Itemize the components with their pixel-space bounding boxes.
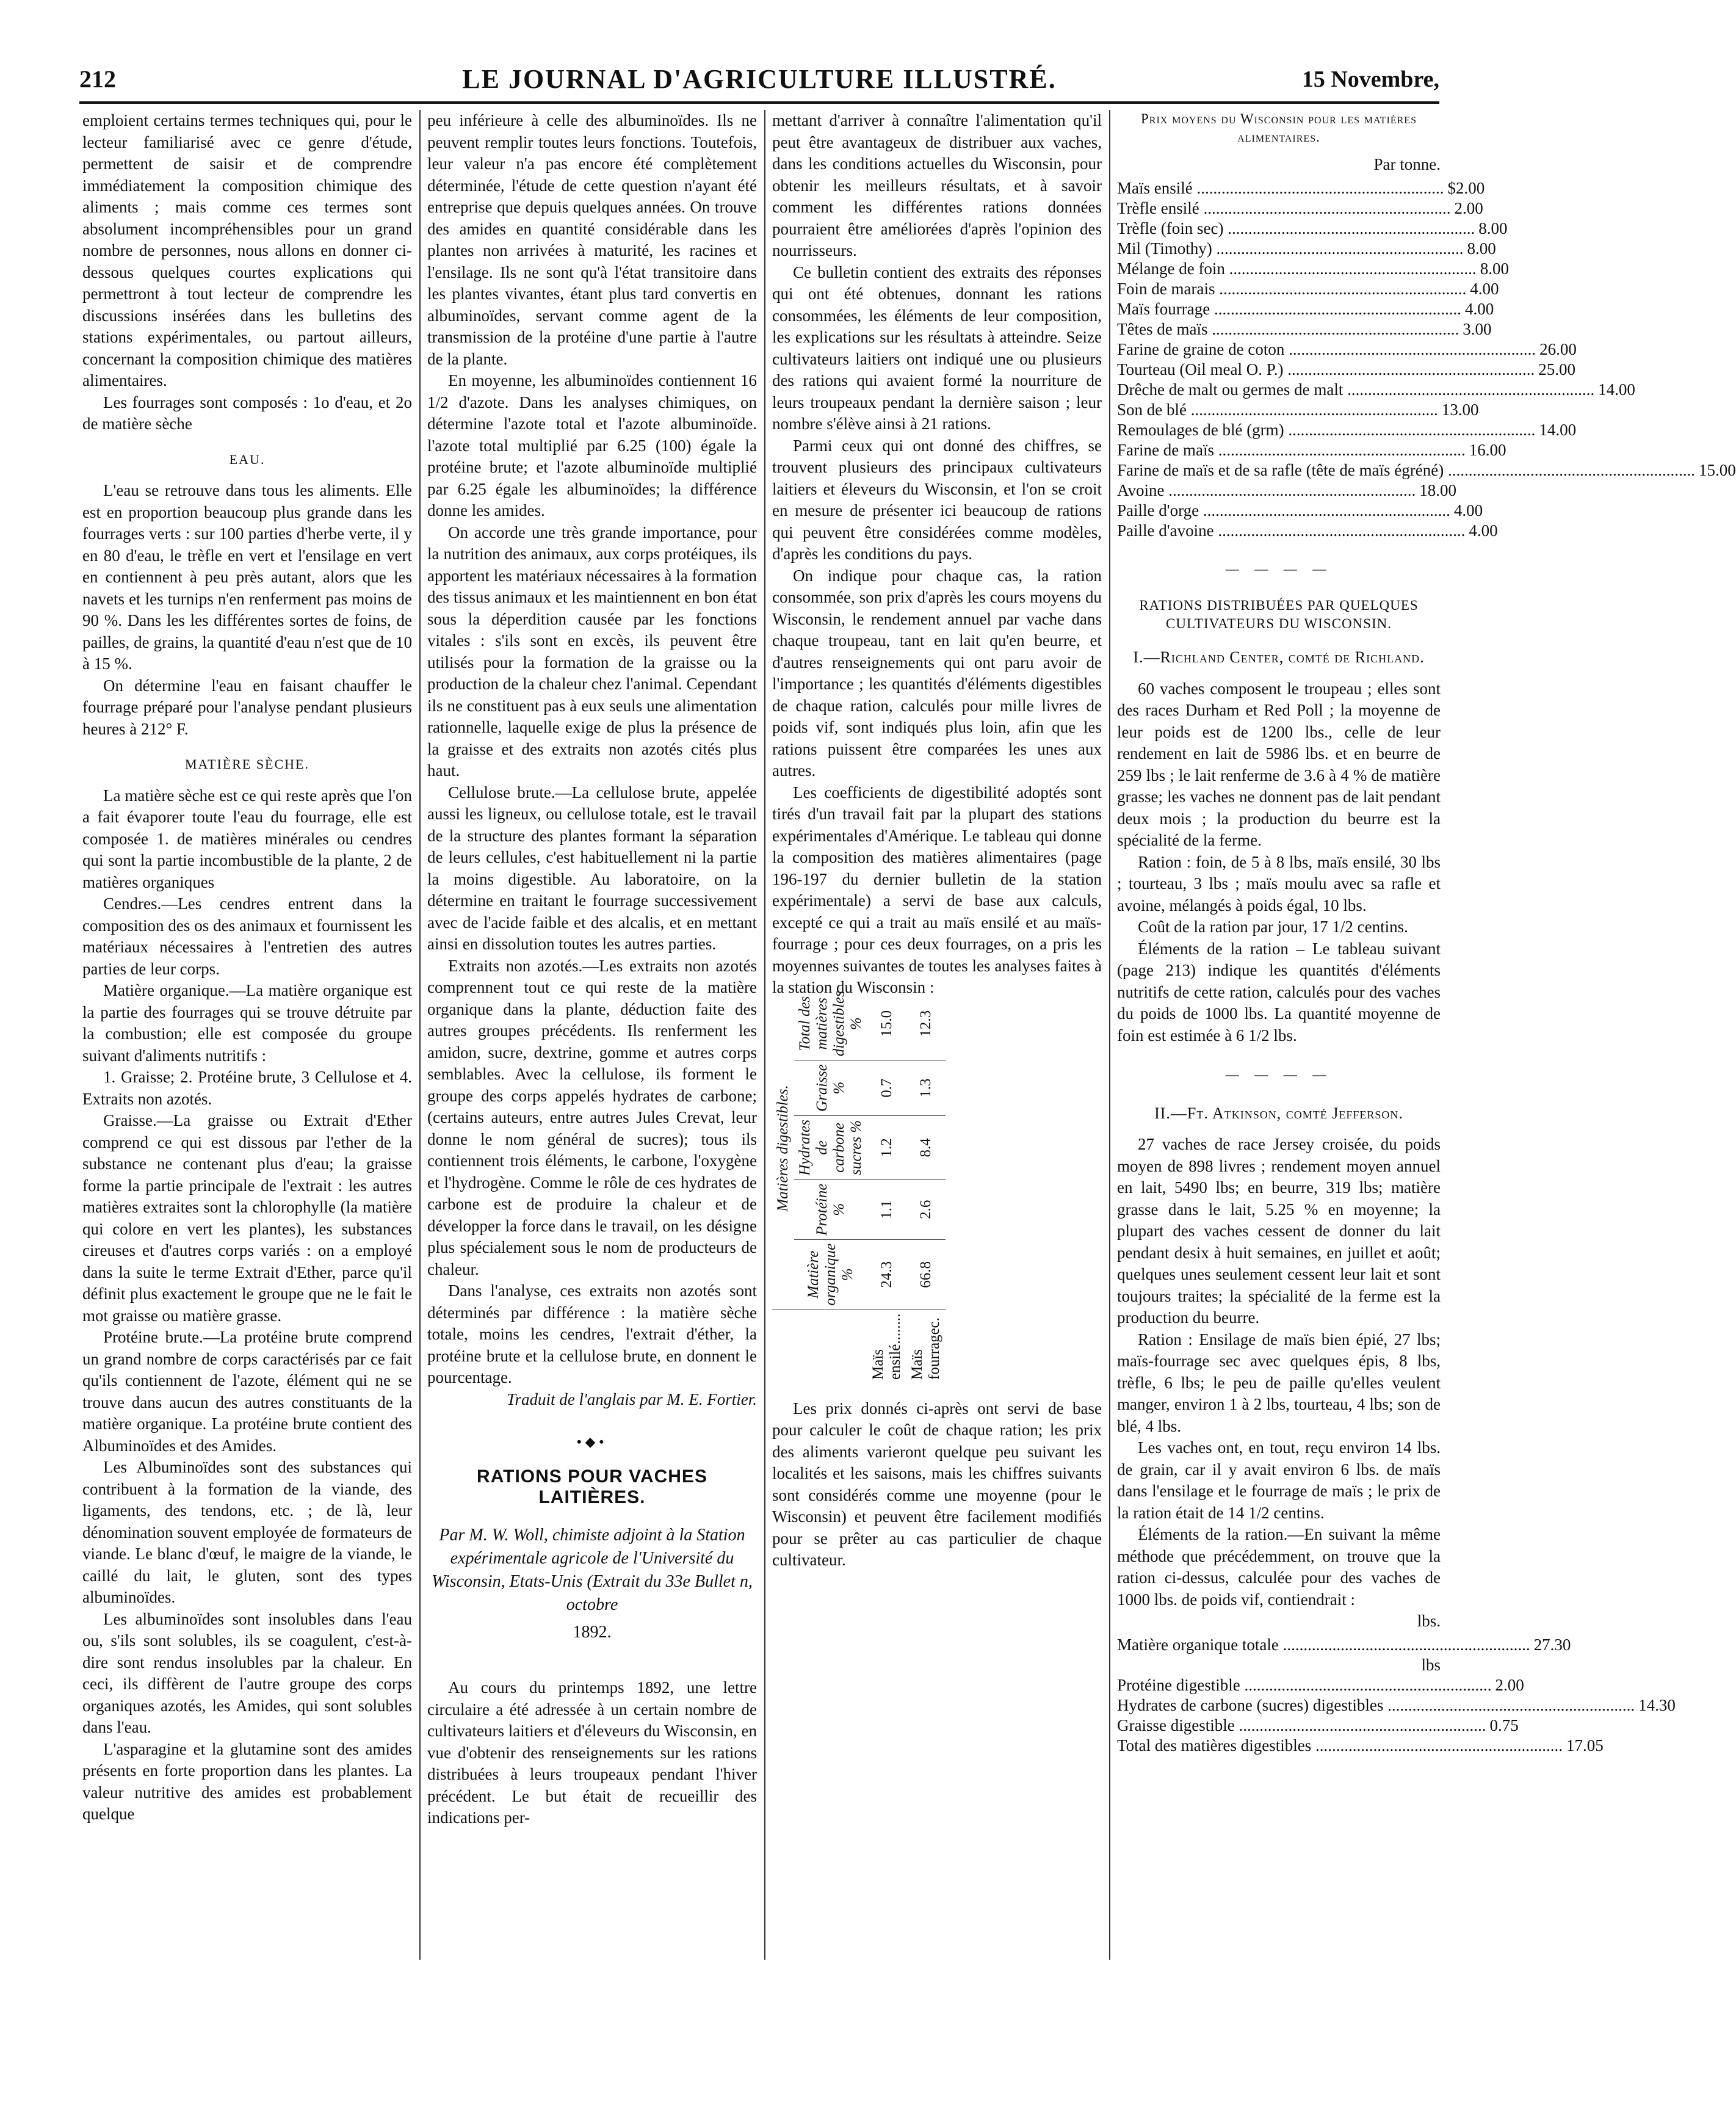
price-row — [1117, 420, 1577, 440]
table-header-cell — [794, 1310, 867, 1383]
column-divider — [419, 110, 421, 1960]
price-label: Trèfle ensilé ............................................................ — [1117, 198, 1451, 217]
table-cell: 2.6 — [906, 1179, 946, 1239]
section-heading: EAU. — [229, 451, 266, 467]
element-label: Protéine digestible ............................................................ — [1117, 1675, 1492, 1694]
farm-heading: I.—Richland Center, comté de Richland. — [1133, 648, 1425, 666]
price-value: 13.00 — [1441, 400, 1479, 419]
price-label: Avoine ............................................................ — [1117, 480, 1416, 499]
price-label: Son de blé ............................................................ — [1117, 400, 1438, 419]
rations-heading: RATIONS DISTRIBUÉES PAR QUELQUES CULTIVATEURS DU WISCONSIN. — [1139, 598, 1419, 631]
table-cell: Maïs ensilé........ — [870, 1313, 903, 1380]
table-cell: 1.3 — [906, 1060, 946, 1115]
table-cell: 1.2 — [867, 1115, 906, 1179]
table-cell: 0.7 — [867, 1060, 906, 1115]
price-row — [1117, 380, 1635, 400]
price-label: Farine de maïs ............................................................ — [1117, 440, 1466, 459]
page-number: 212 — [79, 65, 116, 93]
price-value: 4.00 — [1453, 501, 1483, 520]
header-rule — [79, 101, 1439, 104]
paragraph: Graisse.—La graisse ou Extrait d'Ether comprend ce qui est dissous par l'ether de la substance ne contenant plus d'eau; la graisse forme la partie principale de l'extrait : les autres matières extraites sont la chlorophylle (la matière qui colore en vert les plantes), les substances cireuses et d'autres corps variés : on a employé dans la suite le terme Extrait d'Ether, parce qu'il définit plus exactement le groupe que ne le fait le mot graisse ou matière grasse. — [82, 1111, 412, 1325]
element-row — [1117, 1655, 1441, 1675]
table-group-header: Matières digestibles. — [772, 987, 794, 1310]
paragraph: Ration : foin, de 5 à 8 lbs, maïs ensilé, 30 lbs ; tourteau, 3 lbs ; maïs moulu avec sa rafle et avoine, mélangés à poids égal, 10 lbs. — [1117, 852, 1441, 915]
element-value: 2.00 — [1495, 1675, 1524, 1694]
price-value: 16.00 — [1469, 440, 1506, 459]
element-row — [1117, 1716, 1519, 1736]
price-value: 8.00 — [1478, 219, 1508, 237]
price-label: Farine de graine de coton ............................................................ — [1117, 339, 1536, 358]
table-header-cell: Matière organique % — [794, 1239, 867, 1310]
price-row — [1117, 440, 1506, 460]
price-label: Mélange de foin ............................................................ — [1117, 259, 1477, 278]
element-value: 27.30 — [1533, 1635, 1571, 1654]
table-cell: 24.3 — [867, 1239, 906, 1310]
paragraph: On détermine l'eau en faisant chauffer le fourrage préparé pour l'analyse pendant plusieurs heures à 212° F. — [82, 676, 412, 738]
price-label: Farine de maïs et de sa rafle (tête de maïs égréné) ............................................................ — [1117, 460, 1695, 479]
price-value: 8.00 — [1467, 239, 1496, 258]
elements-list — [1117, 1635, 1676, 1756]
ornament-divider: — — — — — [1225, 1067, 1333, 1082]
price-row — [1117, 319, 1492, 339]
paragraph: emploient certains termes techniques qui, pour le lecteur familiarisé avec ce genre d'étude, permettent de saisir et de comprendre immédiatement la composition chimique des aliments ; mais comme ces termes sont absolument incompréhensibles pour un grand nombre de personnes, nous allons en donner ci-dessous quelques courtes explications qui permettront à tout lecteur de comprendre les discussions insérées dans les bulletins des stations expérimentales, ou partout ailleurs, concernant la composition chimique des matières alimentaires. — [82, 111, 412, 390]
article-year: 1892. — [573, 1622, 612, 1642]
paragraph: Cendres.—Les cendres entrent dans la composition des os des animaux et fournissent les matériaux nécessaires à l'entretien des autres parties de leur corps. — [82, 894, 412, 978]
digestibility-table — [772, 990, 1102, 1383]
translator-credit: Traduit de l'anglais par M. E. Fortier. — [506, 1390, 757, 1408]
article-byline: Par M. W. Woll, chimiste adjoint à la Station expérimentale agricole de l'Université du Wisconsin, Etats-Unis (Extrait du 33e Bullet n, octobre — [432, 1525, 753, 1614]
price-unit: Par tonne. — [1373, 155, 1441, 173]
paragraph: mettant d'arriver à connaître l'alimentation qu'il peut être avantageux de distribuer aux vaches, dans les conditions actuelles du Wisconsin, pour obtenir les meilleurs résultats, et à savoir comment les différentes rations données pourraient être améliorées d'après l'opinion des nourrisseurs. — [772, 111, 1102, 259]
paragraph: Les Albuminoïdes sont des substances qui contribuent à la formation de la viande, des ligaments, des tendons, etc. ; de là, leur dénomination souvent employée de formateurs de viande. Le blanc d'œuf, le maigre de la viande, le caillé du lait, le gluten, sont des types albuminoïdes. — [82, 1458, 412, 1606]
price-label: Maïs ensilé ............................................................ — [1117, 178, 1444, 197]
table-header-cell: Hydrates de carbone sucres % — [794, 1115, 867, 1179]
table-header-cell: Protéine % — [794, 1179, 867, 1239]
price-value: 14.00 — [1598, 380, 1635, 399]
paragraph: Ce bulletin contient des extraits des réponses qui ont été obtenues, donnant les rations consommées, les éléments de leur composition, les explications sur les résultats à atteindre. Seize cultivateurs laitiers ont indiqué une ou plusieurs des rations qui avaient formé la nourriture de leurs troupeaux pendant la dernière saison ; leur nombre s'élève ainsi à 21 rations. — [772, 263, 1102, 433]
paragraph: La matière sèche est ce qui reste après que l'on a fait évaporer toute l'eau du fourrage, elle est composée 1. de matières minérales ou cendres qui sont la partie incombustible de la plante, 2 de matières organiques — [82, 786, 412, 891]
price-row — [1117, 501, 1483, 521]
paragraph: On indique pour chaque cas, la ration consommée, son prix d'après les cours moyens du Wisconsin, le rendement annuel par vache dans chaque troupeau, tant en lait qu'en beurre, et d'autres renseignements qui ont paru avoir de l'importance ; les quantités d'éléments digestibles de chaque ration, calculés pour mille livres de poids vif, sont indiqués plus loin, afin que les rations puissent être comparées les unes aux autres. — [772, 566, 1102, 780]
price-label: Mil (Timothy) ............................................................ — [1117, 239, 1464, 258]
paragraph: Dans l'analyse, ces extraits non azotés sont déterminés par différence : la matière sèche totale, moins les cendres, l'extrait d'éther, la protéine brute et la cellulose brute, en donnent le pourcentage. — [427, 1281, 757, 1386]
price-value: 25.00 — [1538, 360, 1576, 379]
price-value: 18.00 — [1419, 480, 1456, 499]
farm-heading: II.—Ft. Atkinson, comté Jefferson. — [1154, 1104, 1403, 1122]
price-row — [1117, 259, 1509, 279]
ornament-divider: •◆• — [576, 1434, 608, 1449]
element-label: Total des matières digestibles ............................................................ — [1117, 1736, 1563, 1755]
paragraph: Au cours du printemps 1892, une lettre circulaire a été adressée à un certain nombre de cultivateurs laitiers et d'éleveurs du Wisconsin, en vue d'obtenir des renseignements sur les rations distribuées à leurs troupeaux pendant l'hiver précédent. Le but était de recueillir des indications per- — [427, 1678, 757, 1827]
price-row — [1117, 239, 1496, 259]
paragraph: Ration : Ensilage de maïs bien épié, 27 lbs; maïs-fourrage sec avec quelques épis, 8 lbs, trèfle, 6 lbs; le peu de paille qu'elles veulent manger, environ 1 à 2 lbs, tourteau, 4 lbs; son de blé, 4 lbs. — [1117, 1330, 1441, 1435]
column-2 — [427, 110, 757, 1972]
table-cell: 1.1 — [867, 1179, 906, 1239]
paragraph: Cellulose brute.—La cellulose brute, appelée aussi les ligneux, ou cellulose totale, est le travail de la structure des plantes formant la séparation de leurs cellules, c'est habituellement ni la partie la moins digestible. Au laboratoire, on la détermine en traitant le fourrage successivement avec de l'acide faible et des alcalis, et en mettant ainsi en dissolution toutes les autres parties. — [427, 783, 757, 953]
section-heading: MATIÈRE SÈCHE. — [185, 756, 309, 772]
price-value: 15.00 — [1699, 460, 1736, 479]
price-label: Paille d'orge ............................................................ — [1117, 501, 1450, 520]
price-value: 8.00 — [1480, 259, 1509, 278]
paragraph: Extraits non azotés.—Les extraits non azotés comprennent tout ce qui reste de la matière organique dans la plante, déduction faite des autres groupes précédents. Ils renferment les amidon, sucre, dextrine, gomme et autres corps semblables. Avec la cellulose, ils forment le groupe des corps appelés hydrates de carbone; (certains auteurs, entre autres Jules Crevat, leur donne le nom général de sucres); tous ils contiennent trois éléments, le carbone, l'oxygène et l'hydrogène. Comme le rôle de ces hydrates de carbone est de produire la chaleur et de développer la force dans le travail, on les désigne plus spécialement sous le nom de producteurs de chaleur. — [427, 956, 757, 1278]
price-row — [1117, 339, 1577, 360]
price-value: 26.00 — [1539, 339, 1577, 358]
paragraph: Protéine brute.—La protéine brute comprend un grand nombre de corps caractérisés par ce fait qu'ils contiennent de l'azote, élément qui ne se trouve dans aucun des autres constituants de la matière organique. La protéine brute contient des Albuminoïdes et des Amides. — [82, 1328, 412, 1455]
paragraph: Coût de la ration par jour, 17 1/2 centins. — [1138, 918, 1408, 936]
ornament-divider: — — — — — [1225, 560, 1333, 576]
element-value: 14.30 — [1638, 1695, 1676, 1714]
element-row — [1117, 1695, 1676, 1716]
paragraph: On accorde une très grande importance, pour la nutrition des animaux, aux corps protéiques, ils apportent les matériaux nécessaires à la formation des tissus animaux et les maintiennent en bon état sous la déperdition causée par les fonctions vitales : s'ils sont en excès, ils peuvent être utilisés pour la formation de la graisse ou la production de la chaleur chez l'animal. Cependant ils ne constituent pas à eux seuls une alimentation rationnelle, laquelle exige de plus la présence de la graisse et des extraits non azotés cités plus haut. — [427, 523, 757, 780]
column-3 — [772, 110, 1102, 1972]
element-value: 17.05 — [1566, 1736, 1604, 1755]
element-value: 0.75 — [1489, 1716, 1519, 1734]
table-cell: Maïs fourragec. — [909, 1317, 942, 1380]
column-divider — [764, 110, 765, 1960]
column-4 — [1117, 110, 1736, 1972]
table-header-cell: Graisse % — [794, 1060, 867, 1115]
column-1 — [82, 110, 412, 1972]
price-value: 4.00 — [1469, 521, 1498, 540]
paragraph: Matière organique.—La matière organique est la partie des fourrages qui se trouve détruite par la combustion; elle est composée du groupe suivant d'aliments nutritifs : — [82, 981, 412, 1065]
price-label: Foin de marais ............................................................ — [1117, 279, 1467, 298]
table-row — [867, 987, 906, 1383]
paragraph: 60 vaches composent le troupeau ; elles sont des races Durham et Red Poll ; la moyenne de leur poids est de 1200 lbs., celle de leur rendement en lait de 5986 lbs. et en beurre de 259 lbs ; le lait renferme de 3.6 à 4 % de matière grasse; les vaches ne donnent pas de lait pendant deux mois ; la production du beurre est la spécialité de la ferme. — [1117, 679, 1441, 849]
price-value: $2.00 — [1447, 178, 1485, 197]
price-row — [1117, 198, 1483, 219]
paragraph: 1. Graisse; 2. Protéine brute, 3 Cellulose et 4. Extraits non azotés. — [82, 1068, 412, 1108]
price-table-title: Prix moyens du Wisconsin pour les matières alimentaires. — [1141, 111, 1417, 145]
paragraph: L'eau se retrouve dans tous les aliments. Elle est en proportion beaucoup plus grande dans les fourrages verts : sur 100 parties d'herbe verte, il y en 80 d'eau, le trèfle en vert et l'ensilage en vert en contiennent à peu près autant, alors que les navets et les turnips n'en renferment pas moins de 90 %. Dans les les différentes sortes de foins, de pailles, de grains, la quantité d'eau n'est que de 10 à 15 %. — [82, 481, 412, 673]
price-list — [1117, 178, 1736, 541]
column-divider — [1109, 110, 1110, 1960]
price-row — [1117, 299, 1494, 319]
element-label: Graisse digestible ............................................................ — [1117, 1716, 1486, 1734]
price-value: 3.00 — [1463, 319, 1492, 338]
price-value: 2.00 — [1454, 198, 1483, 217]
price-label: Remoulages de blé (grm) ............................................................ — [1117, 420, 1536, 439]
paragraph: Parmi ceux qui ont donné des chiffres, se trouvent plusieurs des principaux cultivateurs laitiers et éleveurs du Wisconsin, et l'on se croit en mesure de présenter ici beaucoup de rations qui peuvent être considérées comme modèles, d'après les conditions du pays. — [772, 436, 1102, 563]
table-cell: 15.0 — [867, 987, 906, 1060]
price-label: Maïs fourrage ............................................................ — [1117, 299, 1461, 318]
price-row — [1117, 360, 1576, 380]
element-row — [1117, 1675, 1524, 1695]
price-label: Drêche de malt ou germes de malt ............................................................ — [1117, 380, 1595, 399]
price-label: Trèfle (foin sec) ............................................................ — [1117, 219, 1475, 237]
table-row — [906, 987, 946, 1383]
paragraph: Éléments de la ration – Le tableau suivant (page 213) indique les quantités d'éléments nutritifs de cette ration, calculés pour des vaches du poids de 1000 lbs. La quantité moyenne de foin est estimée à 6 1/2 lbs. — [1117, 939, 1441, 1045]
table-cell: 66.8 — [906, 1239, 946, 1310]
table-cell: 8.4 — [906, 1115, 946, 1179]
price-row — [1117, 480, 1456, 501]
price-value: 14.00 — [1539, 420, 1577, 439]
element-label: Matière organique totale ............................................................ — [1117, 1635, 1530, 1654]
journal-title: LE JOURNAL D'AGRICULTURE ILLUSTRÉ. — [462, 64, 1057, 94]
price-row — [1117, 521, 1498, 541]
element-label: Hydrates de carbone (sucres) digestibles ............................................................ — [1117, 1695, 1635, 1714]
page-header — [79, 61, 1439, 98]
issue-date: 15 Novembre, — [1301, 67, 1439, 92]
paragraph: L'asparagine et la glutamine sont des amides présents en forte proportion dans les plantes. La valeur nutritive des amides est probablement quelque — [82, 1739, 412, 1823]
article-heading: RATIONS POUR VACHES LAITIÈRES. — [477, 1466, 707, 1507]
price-row — [1117, 219, 1508, 239]
paragraph: En moyenne, les albuminoïdes contiennent 16 1/2 d'azote. Dans les analyses chimiques, on détermine l'azote total et l'azote albuminoïde. l'azote total multiplié par 6.25 (100) égale la protéine brute; et l'azote albuminoïde multiplié par 6.25 égale les albuminoïdes; la différence donne les amides. — [427, 371, 757, 520]
price-value: 4.00 — [1470, 279, 1499, 298]
price-row — [1117, 279, 1499, 299]
table-cell: 12.3 — [906, 987, 946, 1060]
price-label: Têtes de maïs ............................................................ — [1117, 319, 1459, 338]
paragraph: peu inférieure à celle des albuminoïdes. Ils ne peuvent remplir toutes leurs fonctions. Toutefois, leur valeur n'a pas encore été complètement déterminée, l'étude de cette question n'ayant été entreprise que depuis quelques années. On trouve des amides en quantité considérable dans les plantes non arrivées à maturité, les racines et l'ensilage. Ils ne sont qu'à l'état transitoire dans les plantes vivantes, étant plus tard convertis en albuminoïdes, servant comme agent de la transmission de la protéine d'une partie à l'autre de la plante. — [427, 111, 757, 368]
paragraph: Les prix donnés ci-après ont servi de base pour calculer le coût de chaque ration; les prix des aliments varieront quelque peu suivant les localités et les saisons, mais les chiffres suivants sont considérés comme une moyenne (pour le Wisconsin) et peuvent être facilement modifiés pour se prêter au cas particulier de chaque cultivateur. — [772, 1399, 1102, 1569]
element-label — [1117, 1655, 1417, 1675]
element-row — [1117, 1635, 1571, 1655]
elements-unit: lbs. — [1417, 1612, 1441, 1630]
paragraph: Les fourrages sont composés : 1o d'eau, et 2o de matière sèche — [82, 393, 412, 433]
paragraph: Les vaches ont, en tout, reçu environ 14 lbs. de grain, car il y avait environ 6 lbs. de maïs dans l'ensilage et le fourrage de maïs ; le prix de la ration était de 14 1/2 centins. — [1117, 1438, 1441, 1522]
table-header-cell — [772, 1310, 794, 1383]
table-header-cell: Total des matières digestibles % — [794, 987, 867, 1060]
paragraph: Éléments de la ration.—En suivant la même méthode que précédemment, on trouve que la ration ci-dessus, calculée pour des vaches de 1000 lbs. de poids vif, contiendrait : — [1117, 1525, 1441, 1609]
element-value: lbs — [1421, 1655, 1441, 1674]
price-row — [1117, 460, 1736, 480]
paragraph: Les coefficients de digestibilité adoptés sont tirés d'un travail fait par la plupart des stations expérimentales d'Amérique. Le tableau qui donne la composition des matières alimentaires (page 196-197 du dernier bulletin de la station expérimentale) a servi de base aux calculs, excepté ce qui a trait au maïs ensilé et au maïs-fourrage ; pour ces deux fourrages, on a pris les moyennes suivantes de toutes les analyses faites à la station du Wisconsin : — [772, 783, 1102, 996]
price-row — [1117, 400, 1479, 420]
price-label: Paille d'avoine ............................................................ — [1117, 521, 1466, 540]
price-value: 4.00 — [1464, 299, 1494, 318]
paragraph: Les albuminoïdes sont insolubles dans l'eau ou, s'ils sont solubles, ils se coagulent, c'est-à-dire sont rendus insolubles par la chaleur. En ceci, ils diffèrent de l'autre groupe des corps organiques azotés, les Amides, qui sont solubles dans l'eau. — [82, 1609, 412, 1736]
price-label: Tourteau (Oil meal O. P.) ............................................................ — [1117, 360, 1535, 379]
price-row — [1117, 178, 1485, 198]
paragraph: 27 vaches de race Jersey croisée, du poids moyen de 898 livres ; rendement moyen annuel en lait, 5490 lbs; en beurre, 319 lbs; matière grasse dans le lait, 5.25 % en moyenne; la plupart des vaches cessent de donner du lait pendant desix à huit semaines, en juillet et août; quelques unes seulement cessent leur lait et sont toujours traites; la spécialité de la ferme est la production du beurre. — [1117, 1135, 1441, 1327]
element-row — [1117, 1736, 1604, 1756]
